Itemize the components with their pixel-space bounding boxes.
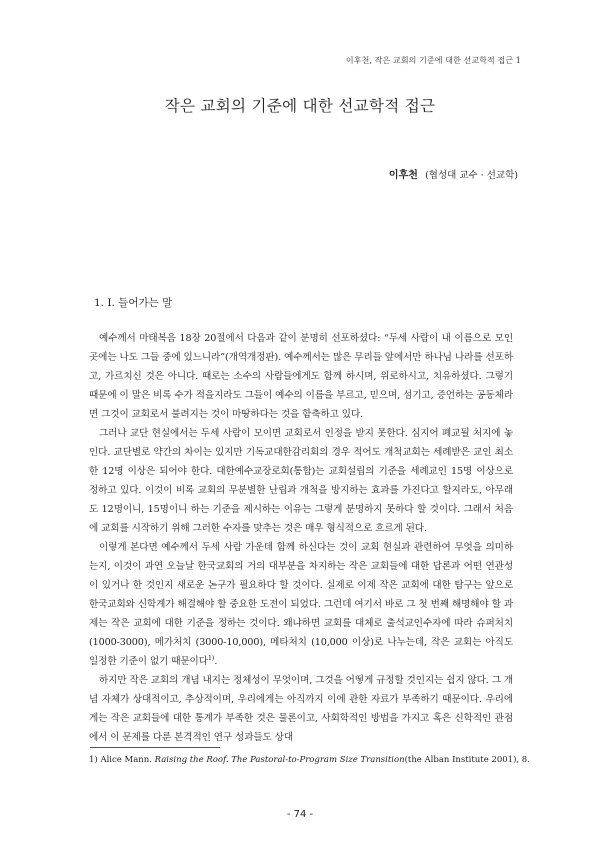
section-heading: 1. I. 들어가는 말 — [94, 297, 173, 309]
paragraph-3: 이렇게 본다면 예수께서 두세 사람 가운데 함께 하신다는 것이 교회 현실과 관련하여 무엇을 의미하는지, 이것이 과연 오늘날 한국교회의 거의 대부분을 차지하는 작은 교회들에 대한 답론과 어떤 연관성이 있거나 한 것인지 새로운 논구가 필요하다 할 것이다. 실제로 이제 작은 교회에 대한 탐구는 앞으로 한국교회와 신학계가 해결해야 할 중요한 도전이 되었다. 그런데 여기서 바로 그 첫 번째 해명해야 할 과제는 작은 교회에 대한 기준을 정하는 것이다. 왜냐하면 교회를 대체로 출석교인수자에 따라 슈퍼처치 (1000-3000), 메가처치 (3000-10,000), 메타처치 (10,000 이상)로 나누는데, 작은 교회는 아직도 일정한 기준이 없기 때문이다$^{1)}$. — [89, 542, 513, 667]
paragraph-2: 그러나 교단 현실에서는 두세 사람이 모이면 교회로서 인정을 받지 못한다. 심지어 폐교될 처지에 놓인다. 교단별로 약간의 차이는 있지만 기독교대한감리회의 경우 적어도 개척교회는 세례받은 교인 최소한 12명 이상은 되어야 한다. 대한예수교장로회(통합)는 교회설립의 기준을 세례교인 15명 이상으로 정하고 있다. 이것이 비록 교회의 무분별한 난립과 개척을 방지하는 효과를 가진다고 할지라도, 아무래도 12명이니, 15명이니 하는 기준을 제시하는 이유는 그렇게 분명하지 못하다 할 것이다. 그래서 처음에 교회를 시작하기 위해 그러한 수자를 맞추는 것은 매우 형식적으로 흐르게 된다. — [89, 428, 513, 534]
running-header: 이후천, 작은 교회의 기준에 대한 선교학적 접근 1 — [345, 56, 521, 65]
page-number: - 74 - — [286, 809, 314, 820]
paragraph-4: 하지만 작은 교회의 개념 내지는 정체성이 무엇이며, 그것을 어떻게 규정할 것인지는 쉽지 않다. 그 개념 자체가 상대적이고, 추상적이며, 우리에게는 아직까지 이에 관한 자료가 부족하기 때문이다. 우리에게는 작은 교회들에 대한 통계가 부족한 것은 물론이고, 사회학적인 방법을 가지고 혹은 신학적인 관점에서 이 문제를 다룬 본격적인 연구 성과들도 상대 — [89, 675, 513, 743]
footnote-marker[interactable]: 1) — [207, 653, 215, 662]
footnote-publisher: (the Alban Institute 2001), 8. — [404, 755, 530, 765]
footnote-number: 1) — [89, 755, 98, 765]
author-name: 이후천 — [388, 170, 418, 181]
footnote-author: Alice Mann. — [100, 755, 152, 765]
body-text — [89, 329, 513, 747]
footnote-divider — [90, 747, 220, 748]
author-affiliation: (협성대 교수 · 선교학) — [425, 170, 518, 181]
paragraph-3-text: 이렇게 본다면 예수께서 두세 사람 가운데 함께 하신다는 것이 교회 현실과 관련하여 무엇을 의미하는지, 이것이 과연 오늘날 한국교회의 거의 대부분을 차지하는 작은 교회들에 대한 답론과 어떤 연관성이 있거나 한 것인지 새로운 논구가 필요하다 할 것이다. 실제로 이제 작은 교회에 대한 탐구는 앞으로 한국교회와 신학계가 해결해야 할 중요한 도전이 되었다. 그런데 여기서 바로 그 첫 번째 해명해야 할 과제는 작은 교회에 대한 기준을 정하는 것이다. 왜냐하면 교회를 대체로 출석교인수자에 따라 슈퍼처치 (1000-3000), 메가처치 (3000-10,000), 메타처치 (10,000 이상)로 나누는데, 작은 교회는 아직도 일정한 기준이 없기 때문이다 — [89, 542, 513, 667]
paper-title: 작은 교회의 기준에 대한 선교학적 접근 — [164, 97, 436, 115]
footnote — [89, 755, 530, 765]
footnote-book-title: Raising the Roof. The Pastoral-to-Program Size Transition — [154, 755, 405, 765]
author-line — [389, 166, 518, 181]
paragraph-1: 예수께서 마태복음 18장 20절에서 다음과 같이 분명히 선포하셨다: “두세 사람이 내 이름으로 모인 곳에는 나도 그들 중에 있느니라”(개역개정판). 예수께서는 많은 무리들 앞에서만 하나님 나라를 선포하고, 가르치신 것은 아니다. 때로는 소수의 사람들에게도 함께 하시며, 위로하시고, 치유하셨다. 그렇기 때문에 이 말은 비록 수가 적을지라도 그들이 예수의 이름을 부르고, 믿으며, 섬기고, 증언하는 공동체라면 그것이 교회로서 불려지는 것이 마땅하다는 것을 함축하고 있다. — [89, 333, 513, 420]
